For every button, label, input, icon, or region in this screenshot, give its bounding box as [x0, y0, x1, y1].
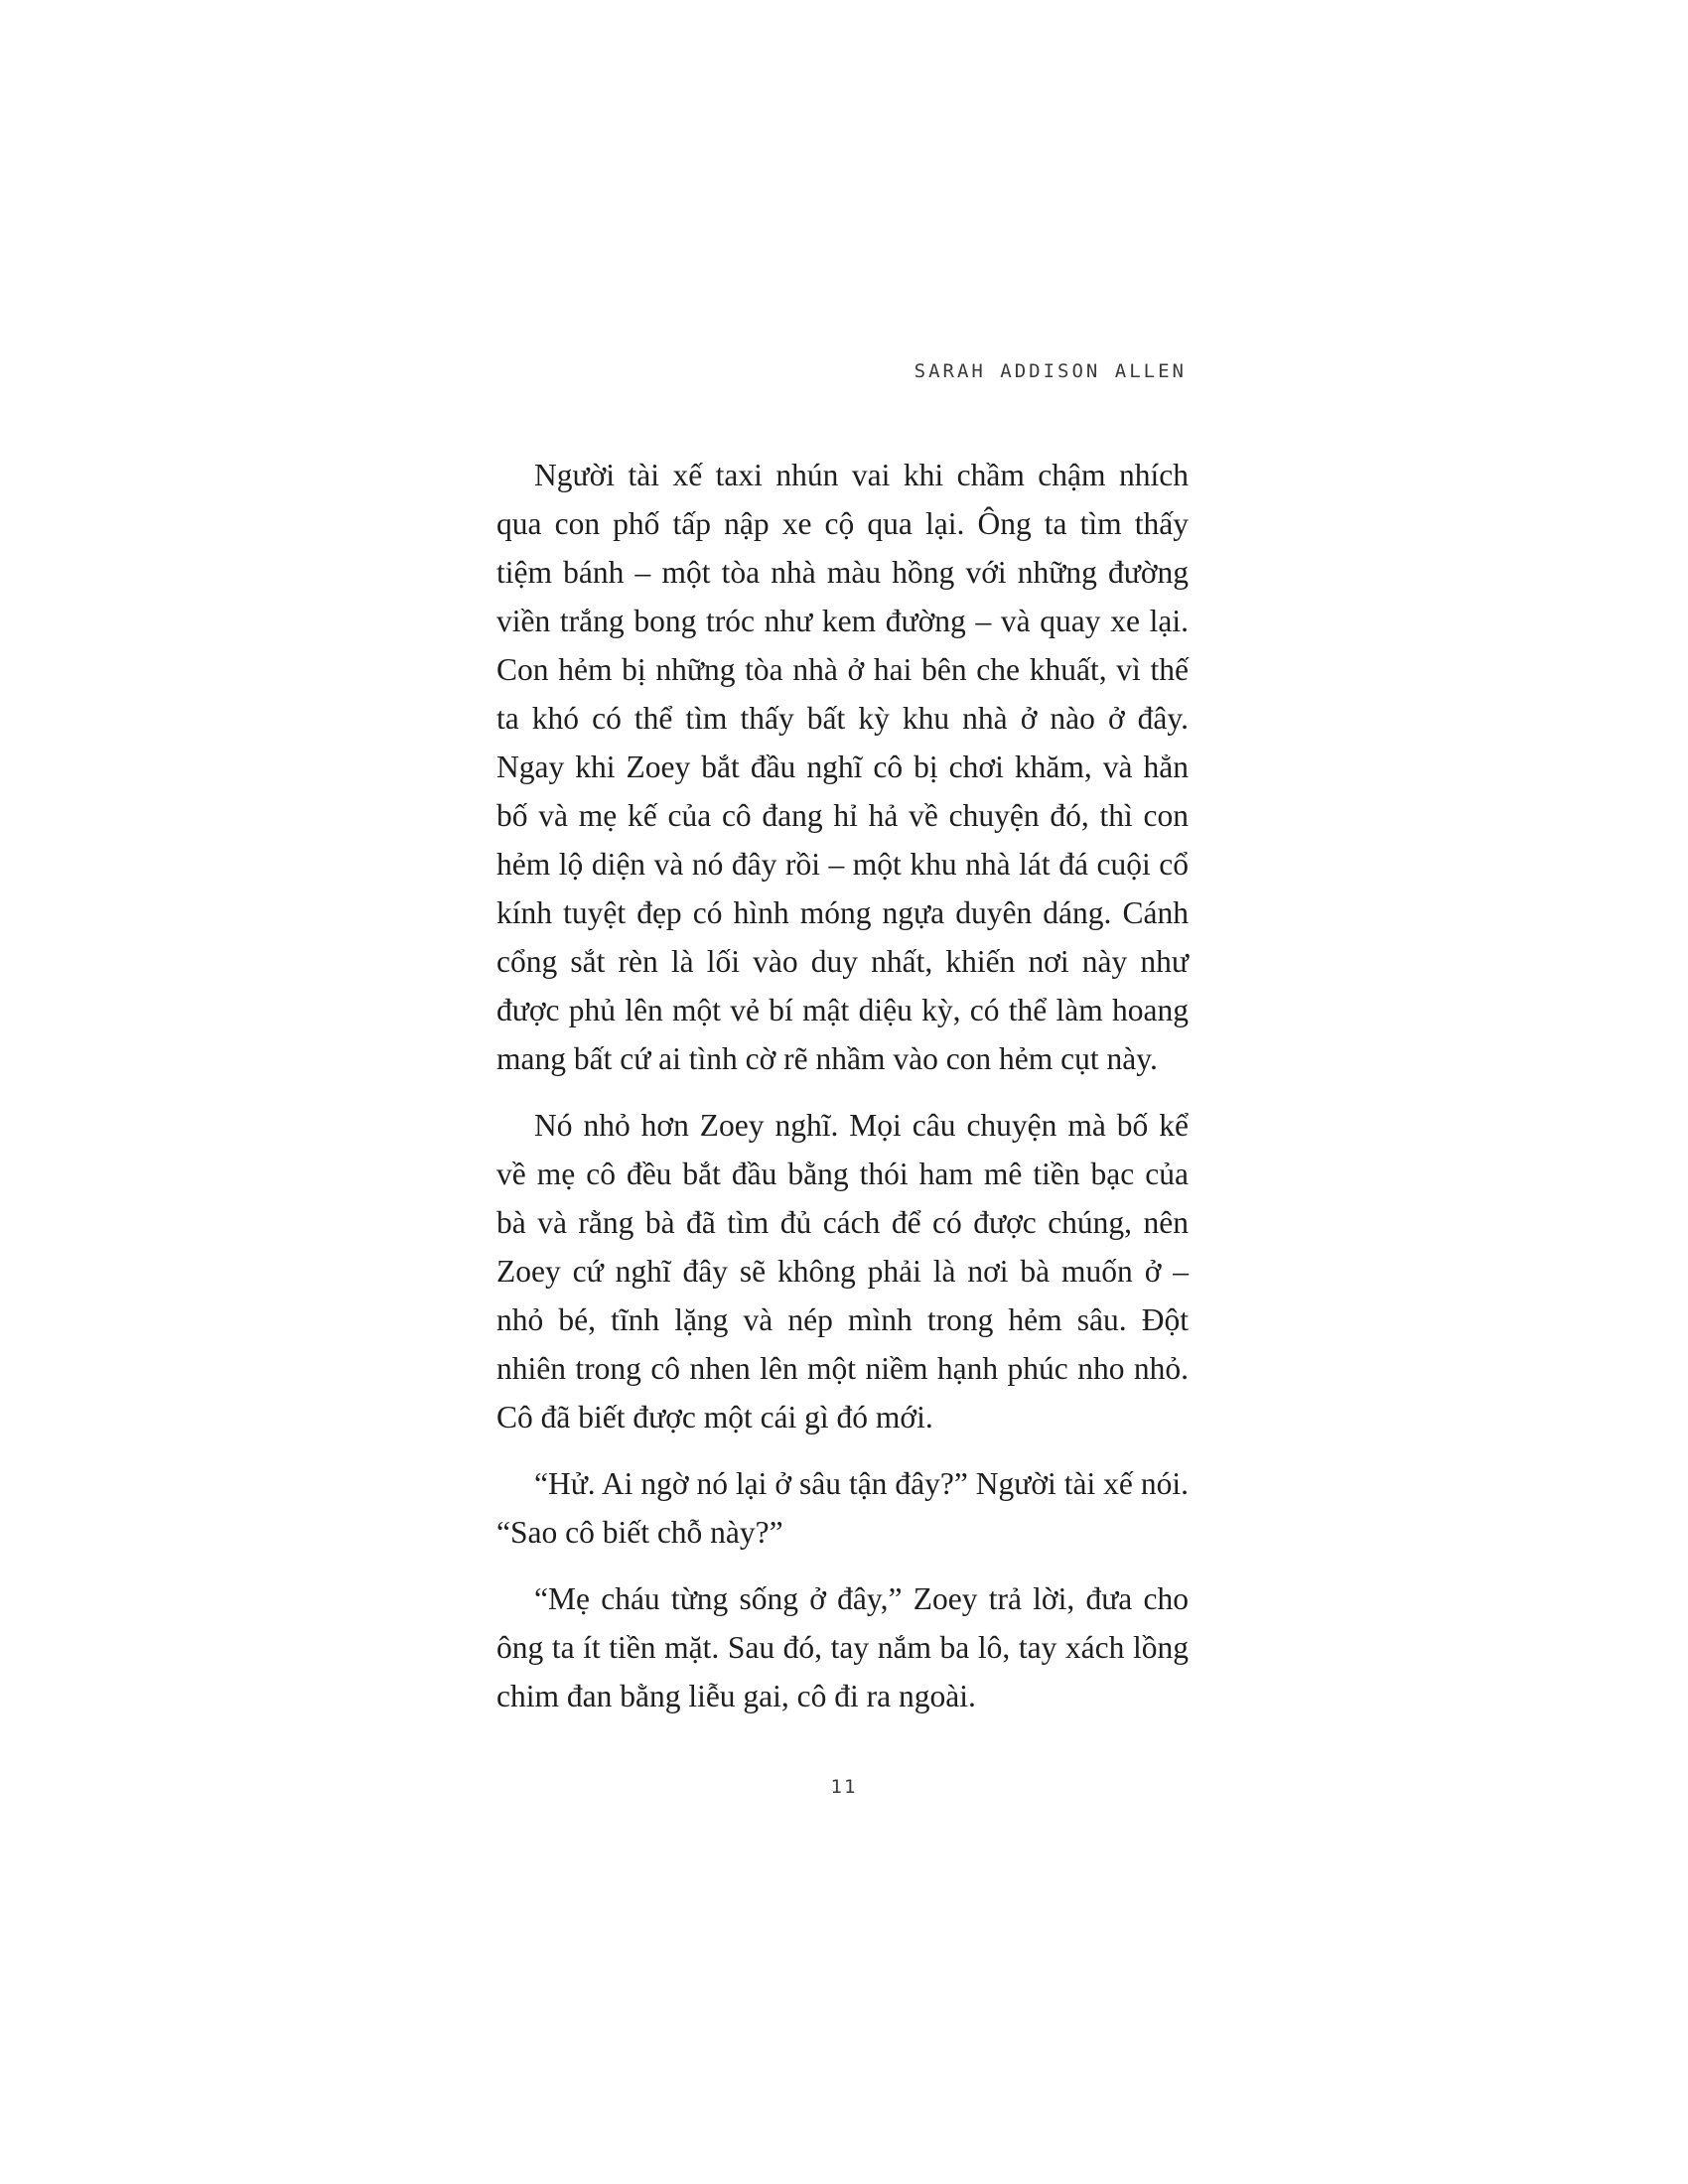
paragraph-3: “Hử. Ai ngờ nó lại ở sâu tận đây?” Người tài xế nói. “Sao cô biết chỗ này?”: [496, 1466, 1189, 1550]
running-header-author: SARAH ADDISON ALLEN: [914, 360, 1187, 382]
paragraph-4: “Mẹ cháu từng sống ở đây,” Zoey trả lời, đưa cho ông ta ít tiền mặt. Sau đó, tay nắm ba lô, tay xách lồng chim đan bằng liễu gai, cô đi ra ngoài.: [496, 1581, 1189, 1713]
body-text: [496, 451, 1189, 1738]
page-number: 11: [830, 1776, 858, 1798]
paragraph-1: Người tài xế taxi nhún vai khi chầm chậm nhích qua con phố tấp nập xe cộ qua lại. Ông ta tìm thấy tiệm bánh – một tòa nhà màu hồng với những đường viền trắng bong tróc như kem đường – và quay xe lại. Con hẻm bị những tòa nhà ở hai bên che khuất, vì thế ta khó có thể tìm thấy bất kỳ khu nhà ở nào ở đây. Ngay khi Zoey bắt đầu nghĩ cô bị chơi khăm, và hẳn bố và mẹ kế của cô đang hỉ hả về chuyện đó, thì con hẻm lộ diện và nó đây rồi – một khu nhà lát đá cuội cổ kính tuyệt đẹp có hình móng ngựa duyên dáng. Cánh cổng sắt rèn là lối vào duy nhất, khiến nơi này như được phủ lên một vẻ bí mật diệu kỳ, có thể làm hoang mang bất cứ ai tình cờ rẽ nhầm vào con hẻm cụt này.: [496, 458, 1189, 1076]
paragraph-2: Nó nhỏ hơn Zoey nghĩ. Mọi câu chuyện mà bố kể về mẹ cô đều bắt đầu bằng thói ham mê tiền bạc của bà và rằng bà đã tìm đủ cách để có được chúng, nên Zoey cứ nghĩ đây sẽ không phải là nơi bà muốn ở – nhỏ bé, tĩnh lặng và nép mình trong hẻm sâu. Đột nhiên trong cô nhen lên một niềm hạnh phúc nho nhỏ. Cô đã biết được một cái gì đó mới.: [496, 1108, 1189, 1434]
